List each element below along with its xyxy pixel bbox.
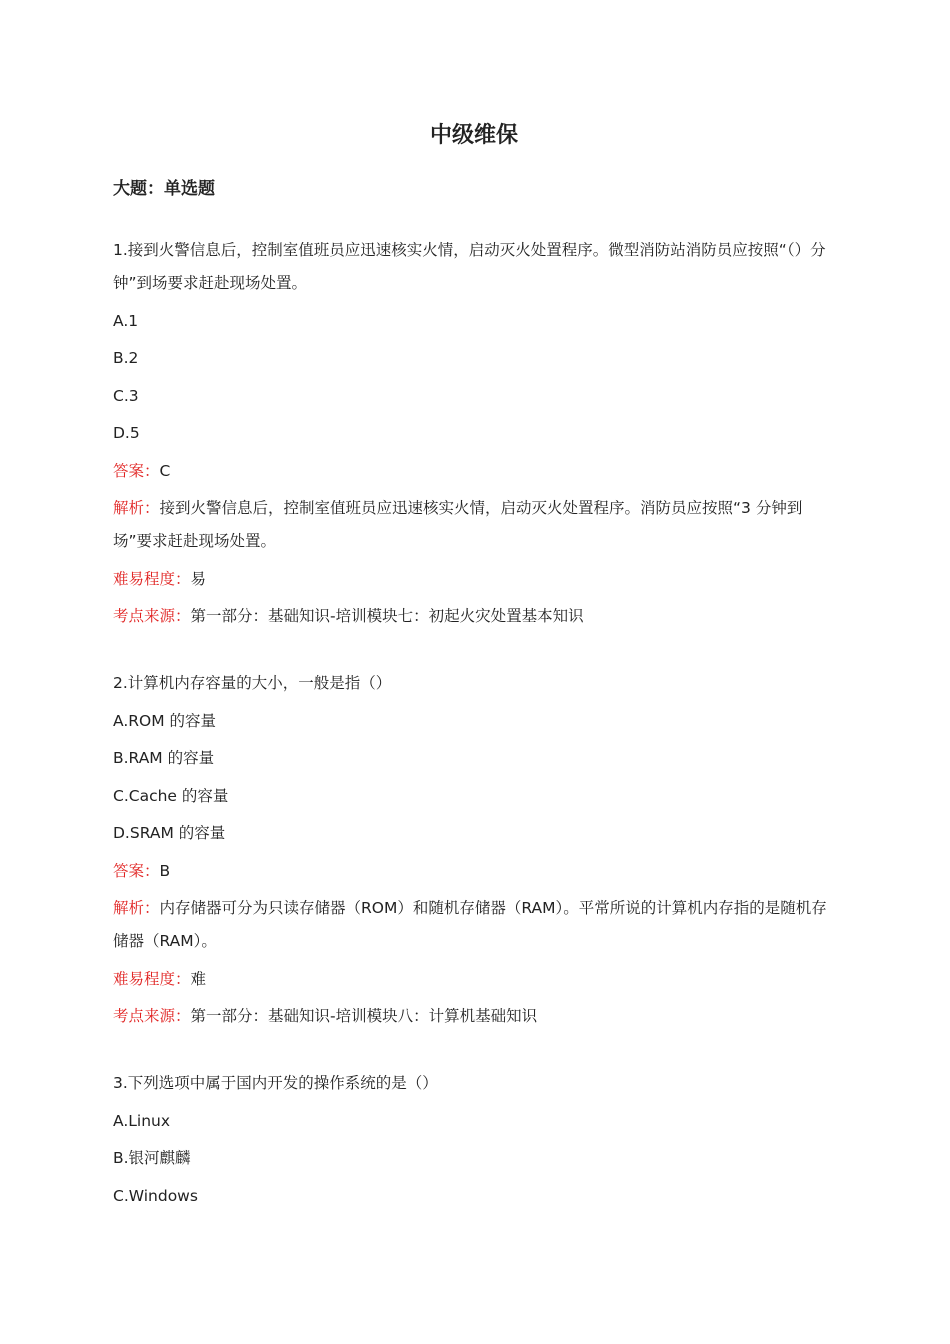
question-list bbox=[113, 234, 835, 1247]
analysis-row bbox=[113, 492, 835, 558]
option-b: B.银河麒麟 bbox=[113, 1149, 191, 1167]
answer-label: 答案： bbox=[113, 861, 160, 880]
option-b: B.2 bbox=[113, 349, 139, 367]
question-2 bbox=[113, 667, 835, 1033]
analysis-text: 接到火警信息后，控制室值班员应迅速核实火情，启动灭火处置程序。消防员应按照“3 分钟到场”要求赶赴现场处置。 bbox=[113, 499, 803, 550]
question-stem: 3.下列选项中属于国内开发的操作系统的是（） bbox=[113, 1074, 438, 1092]
option-a: A.ROM 的容量 bbox=[113, 711, 217, 730]
answer-label: 答案： bbox=[113, 461, 160, 480]
document-title: 中级维保 bbox=[429, 123, 518, 148]
analysis-text: 内存储器可分为只读存储器（ROM）和随机存储器（RAM）。平常所说的计算机内存指的是随机存储器（RAM）。 bbox=[113, 899, 827, 950]
option-c: C.Cache 的容量 bbox=[113, 786, 229, 805]
analysis-label: 解析： bbox=[113, 899, 160, 917]
option-a: A.1 bbox=[113, 311, 139, 330]
source-row bbox=[113, 600, 835, 633]
option-d: D.SRAM 的容量 bbox=[113, 824, 226, 842]
question-stem: 2.计算机内存容量的大小，一般是指（） bbox=[113, 674, 392, 692]
question-stem: 1.接到火警信息后，控制室值班员应迅速核实火情，启动灭火处置程序。微型消防站消防员应按照“（）分钟”到场要求赶赴现场处置。 bbox=[113, 241, 826, 292]
difficulty-label: 难易程度： bbox=[113, 569, 191, 588]
option-b: B.RAM 的容量 bbox=[113, 749, 215, 767]
source-label: 考点来源： bbox=[113, 607, 191, 625]
difficulty-value: 难 bbox=[190, 969, 207, 988]
difficulty-row bbox=[113, 563, 835, 596]
answer-row bbox=[113, 855, 835, 888]
question-3 bbox=[113, 1067, 835, 1213]
option-a: A.Linux bbox=[113, 1111, 171, 1130]
option-d: D.5 bbox=[113, 424, 140, 442]
difficulty-value: 易 bbox=[190, 569, 207, 588]
difficulty-row bbox=[113, 963, 835, 996]
source-label: 考点来源： bbox=[113, 1007, 191, 1025]
analysis-label: 解析： bbox=[113, 499, 160, 517]
analysis-row bbox=[113, 892, 835, 958]
difficulty-label: 难易程度： bbox=[113, 969, 191, 988]
question-1 bbox=[113, 234, 835, 633]
option-c: C.Windows bbox=[113, 1186, 198, 1205]
answer-value: C bbox=[159, 461, 171, 480]
section-title: 大题：单选题 bbox=[113, 179, 215, 199]
source-row bbox=[113, 1000, 835, 1033]
source-text: 第一部分：基础知识-培训模块七：初起火灾处置基本知识 bbox=[190, 607, 584, 625]
source-text: 第一部分：基础知识-培训模块八：计算机基础知识 bbox=[190, 1007, 538, 1025]
answer-row bbox=[113, 455, 835, 488]
option-c: C.3 bbox=[113, 386, 139, 405]
answer-value: B bbox=[159, 861, 171, 880]
